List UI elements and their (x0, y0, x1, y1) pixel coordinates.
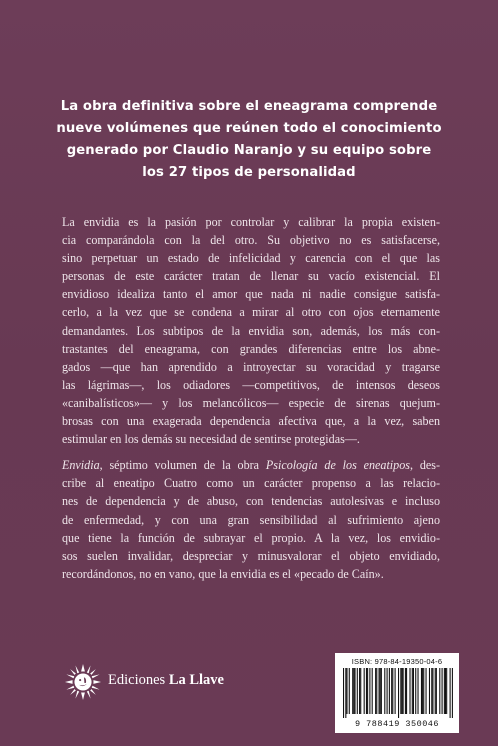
barcode-bar (364, 668, 365, 714)
publisher-brand: La Llave (168, 672, 224, 688)
barcode-bar (366, 668, 367, 714)
text-line: nes de dependencia y de abuso, con tendencias autolesivas e incluso (62, 494, 440, 509)
barcode-bar (423, 668, 424, 714)
barcode-bar (432, 668, 433, 714)
text-line: demandantes. Los subtipos de la envidia son, además, los más con- (62, 323, 440, 338)
barcode-bar (384, 668, 385, 714)
barcode-bar (346, 668, 347, 714)
barcode-bar (369, 668, 370, 714)
barcode-bar (431, 668, 432, 714)
series-title: Psicología de los eneatipos (265, 458, 410, 473)
headline-blurb (30, 96, 468, 184)
barcode-bar (354, 668, 355, 714)
publisher-prefix: Ediciones (108, 672, 169, 688)
barcode-label (335, 653, 459, 733)
barcode-bar (387, 668, 388, 714)
barcode-bar (413, 668, 414, 714)
barcode-bar (395, 668, 396, 714)
barcode (343, 668, 453, 718)
barcode-bar (359, 668, 360, 714)
text-line: gados —que han aprendido a introyectar su voracidad y tragarse (62, 359, 440, 374)
barcode-bar (375, 668, 376, 714)
text-fragment: , des- (409, 458, 440, 473)
barcode-bar (381, 668, 382, 714)
sun-face-icon (64, 663, 102, 701)
headline-line: los 27 tipos de personalidad (142, 165, 356, 180)
text-line: envidioso idealiza tanto el amor que nada ni nadie consigue satisfa- (62, 287, 440, 302)
isbn-text: ISBN: 978-84-19350-04-6 (351, 657, 443, 666)
text-line: de enfermedad, y con una gran sensibilidad al sufrimiento ajeno (62, 512, 440, 527)
synopsis-paragraph-1 (62, 213, 440, 448)
text-line: «canibalísticos»— y los melancólicos— especie de sirenas quejum- (62, 395, 440, 410)
barcode-number: 9 788419 350046 (354, 719, 439, 729)
headline-line: La obra definitiva sobre el eneagrama comprende (60, 99, 438, 114)
text-line (62, 456, 440, 474)
barcode-bar (398, 668, 399, 718)
barcode-bar (439, 668, 440, 714)
barcode-bar (415, 668, 416, 714)
text-line: cerlo, a la vez que se condena a mirar al otro con ojos eternamente (62, 305, 440, 320)
barcode-bar (445, 668, 446, 714)
text-line: sino perpetuar un estado de infelicidad y carencia con el que las (62, 251, 440, 266)
headline-line: nueve volúmenes que reúnen todo el conocimiento (56, 121, 442, 136)
text-line: cia comparándola con la del otro. Su objetivo no es satisfacerse, (62, 233, 440, 248)
barcode-bar (400, 668, 401, 714)
text-line: recordándonos, no en vano, que la envidia es el «pecado de Caín». (62, 566, 384, 581)
synopsis (62, 213, 440, 583)
text-line: estimular en los demás su necesidad de sentirse protegidas—. (62, 432, 360, 447)
barcode-bar (376, 668, 377, 714)
barcode-bar (409, 668, 410, 714)
barcode-bar (446, 668, 447, 714)
barcode-bar (442, 668, 443, 714)
text-line: trastantes del eneagrama, con grandes diferencias entre los abne- (62, 341, 440, 356)
barcode-bar (392, 668, 393, 714)
text-line: La envidia es la pasión por controlar y calibrar la propia existen- (62, 215, 440, 229)
barcode-bar (357, 668, 358, 714)
book-title: Envidia (62, 458, 100, 473)
barcode-bar (435, 668, 436, 714)
barcode-bar (391, 668, 392, 714)
barcode-bar (353, 668, 354, 714)
headline-line: generado por Claudio Naranjo y su equipo sobre (66, 143, 432, 158)
barcode-bar (343, 668, 344, 718)
barcode-bar (403, 668, 404, 714)
barcode-bar (389, 668, 390, 714)
barcode-bar (349, 668, 350, 714)
text-line: sos suelen invalidar, despreciar y minusvalorar el objeto envidiado, (62, 548, 440, 563)
text-line: cribe al eneatipo Cuatro como un carácter propenso a las relacio- (62, 476, 440, 491)
barcode-bar (421, 668, 422, 714)
barcode-bar (412, 668, 413, 714)
barcode-bar (422, 668, 423, 714)
barcode-bar (401, 668, 402, 714)
barcode-bar (380, 668, 381, 714)
publisher-name (108, 672, 224, 689)
barcode-bar (426, 668, 427, 714)
barcode-bar (379, 668, 380, 714)
text-line: brosas con una exagerada dependencia afectiva que, a la vez, saben (62, 414, 440, 429)
text-line: que tiene la función de subrayar el propio. A la vez, los envidio- (62, 530, 440, 545)
barcode-bar (429, 668, 430, 714)
barcode-bar (444, 668, 445, 714)
barcode-bar (405, 668, 406, 714)
synopsis-paragraph-2 (62, 456, 440, 583)
barcode-bar (345, 668, 346, 718)
barcode-bar (417, 668, 418, 714)
barcode-bar (450, 668, 451, 718)
barcode-bar (452, 668, 453, 718)
text-fragment: , séptimo volumen de la obra (99, 458, 266, 473)
barcode-bar (352, 668, 353, 714)
barcode-bar (372, 668, 373, 714)
text-line: personas de este carácter tratan de llenar su vacío existencial. El (62, 269, 440, 284)
barcode-bar (367, 668, 368, 714)
barcode-bar (406, 668, 407, 714)
barcode-bar (436, 668, 437, 714)
barcode-bar (360, 668, 361, 714)
text-line: las lágrimas—, los odiadores —competitivos, de intensos deseos (62, 377, 440, 392)
